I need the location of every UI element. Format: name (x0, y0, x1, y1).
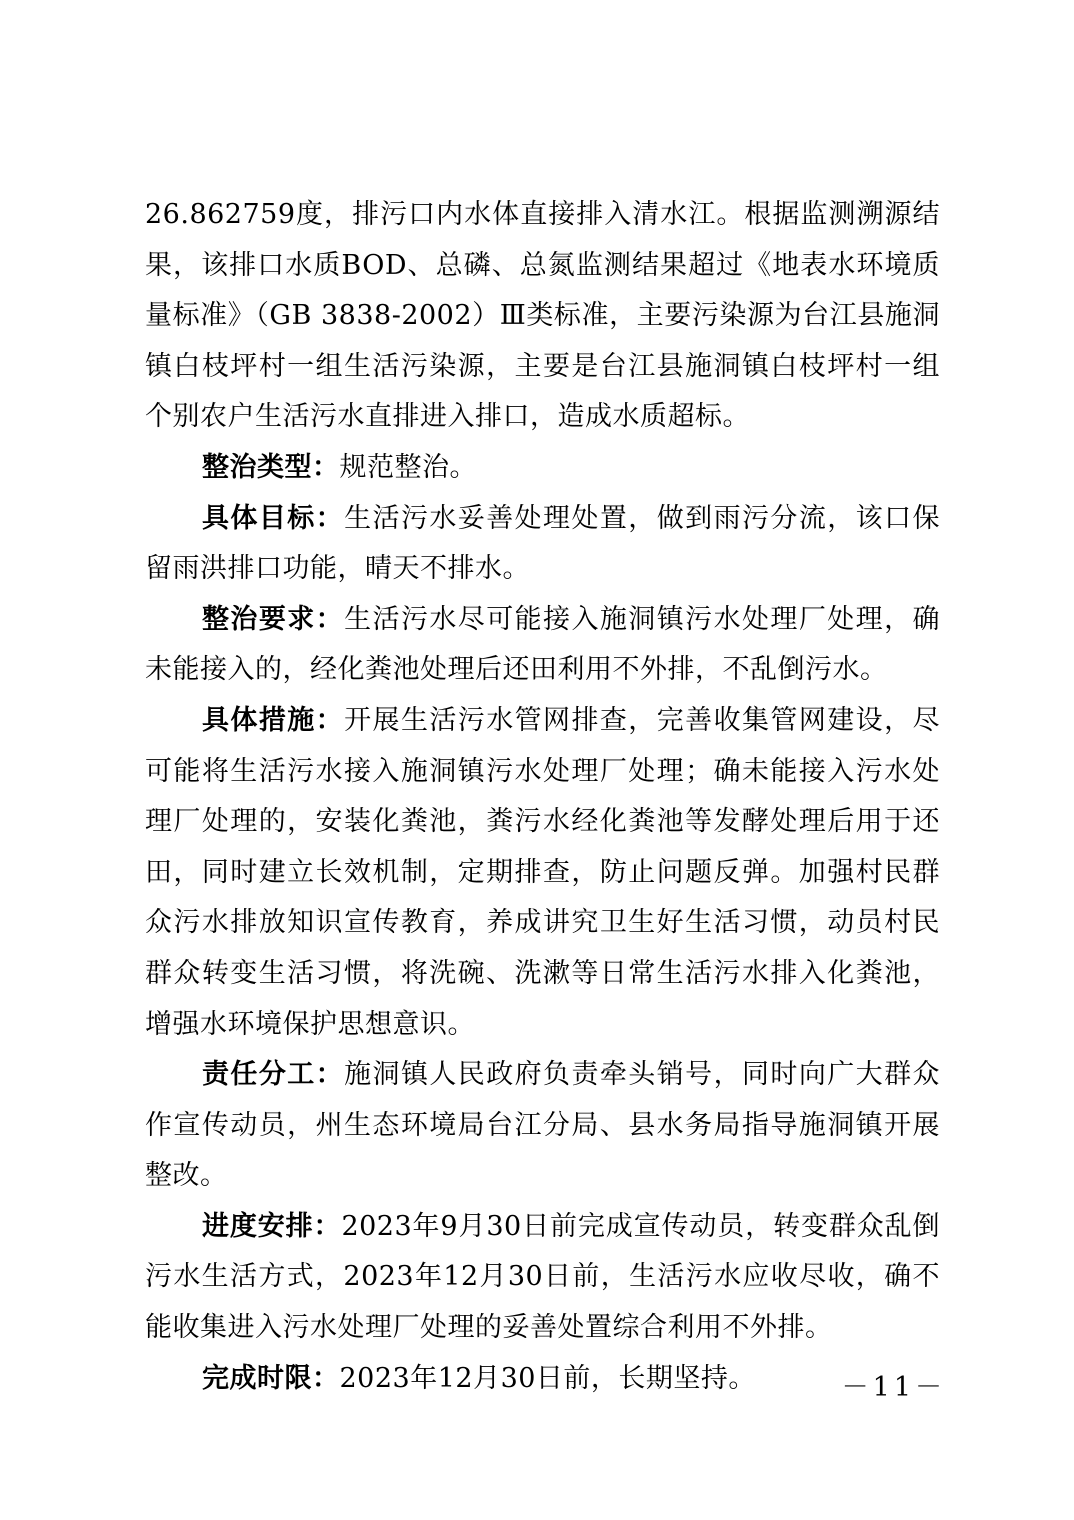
section-text: 生活污水尽可能接入施洞镇污水处理厂处理，确未能接入的，经化粪池处理后还田利用不外排，不乱倒污水。 (145, 603, 941, 686)
section-text: 施洞镇人民政府负责牵头销号，同时向广大群众作宣传动员，州生态环境局台江分局、县水务局指导施洞镇开展整改。 (145, 1059, 941, 1192)
page-number: －11－ (841, 1372, 946, 1403)
section-label: 整治要求： (202, 603, 345, 635)
section-requirement-paragraph (145, 595, 940, 696)
section-goal-paragraph (145, 494, 940, 595)
section-type-paragraph (145, 443, 940, 494)
section-label: 责任分工： (202, 1059, 345, 1091)
section-text: 生活污水妥善处理处置，做到雨污分流，该口保留雨洪排口功能，晴天不排水。 (145, 502, 941, 585)
section-measures-paragraph (145, 696, 940, 1050)
section-responsibility-paragraph (145, 1050, 940, 1202)
section-text: 开展生活污水管网排查，完善收集管网建设，尽可能将生活污水接入施洞镇污水处理厂处理；确未能接入污水处理厂处理的，安装化粪池，粪污水经化粪池等发酵处理后用于还田，同时建立长效机制，定期排查，防止问题反弹。加强村民群众污水排放知识宣传教育，养成讲究卫生好生活习惯，动员村民群众转变生活习惯，将洗碗、洗漱等日常生活污水排入化粪池，增强水环境保护思想意识。 (145, 704, 941, 1040)
section-label: 具体措施： (202, 704, 345, 736)
section-label: 进度安排： (202, 1210, 342, 1242)
section-label: 完成时限： (202, 1362, 340, 1394)
document-body (145, 190, 940, 1404)
section-text: 规范整治。 (339, 451, 477, 483)
section-label: 具体目标： (202, 502, 345, 534)
section-text: 2023年12月30日前，长期坚持。 (339, 1362, 756, 1394)
continuation-paragraph: 26.862759度，排污口内水体直接排入清水江。根据监测溯源结果，该排口水质BOD、总磷、总氮监测结果超过《地表水环境质量标准》（GB 3838-2002）Ⅲ类标准，主要污染源为台江县施洞镇白枝坪村一组生活污染源，主要是台江县施洞镇白枝坪村一组个别农户生活污水直排进入排口，造成水质超标。 (145, 199, 940, 433)
section-schedule-paragraph (145, 1202, 940, 1354)
section-label: 整治类型： (202, 451, 340, 483)
section-text: 2023年9月30日前完成宣传动员，转变群众乱倒污水生活方式，2023年12月30日前，生活污水应收尽收，确不能收集进入污水处理厂处理的妥善处置综合利用不外排。 (145, 1210, 941, 1344)
section-deadline-paragraph (145, 1354, 940, 1405)
